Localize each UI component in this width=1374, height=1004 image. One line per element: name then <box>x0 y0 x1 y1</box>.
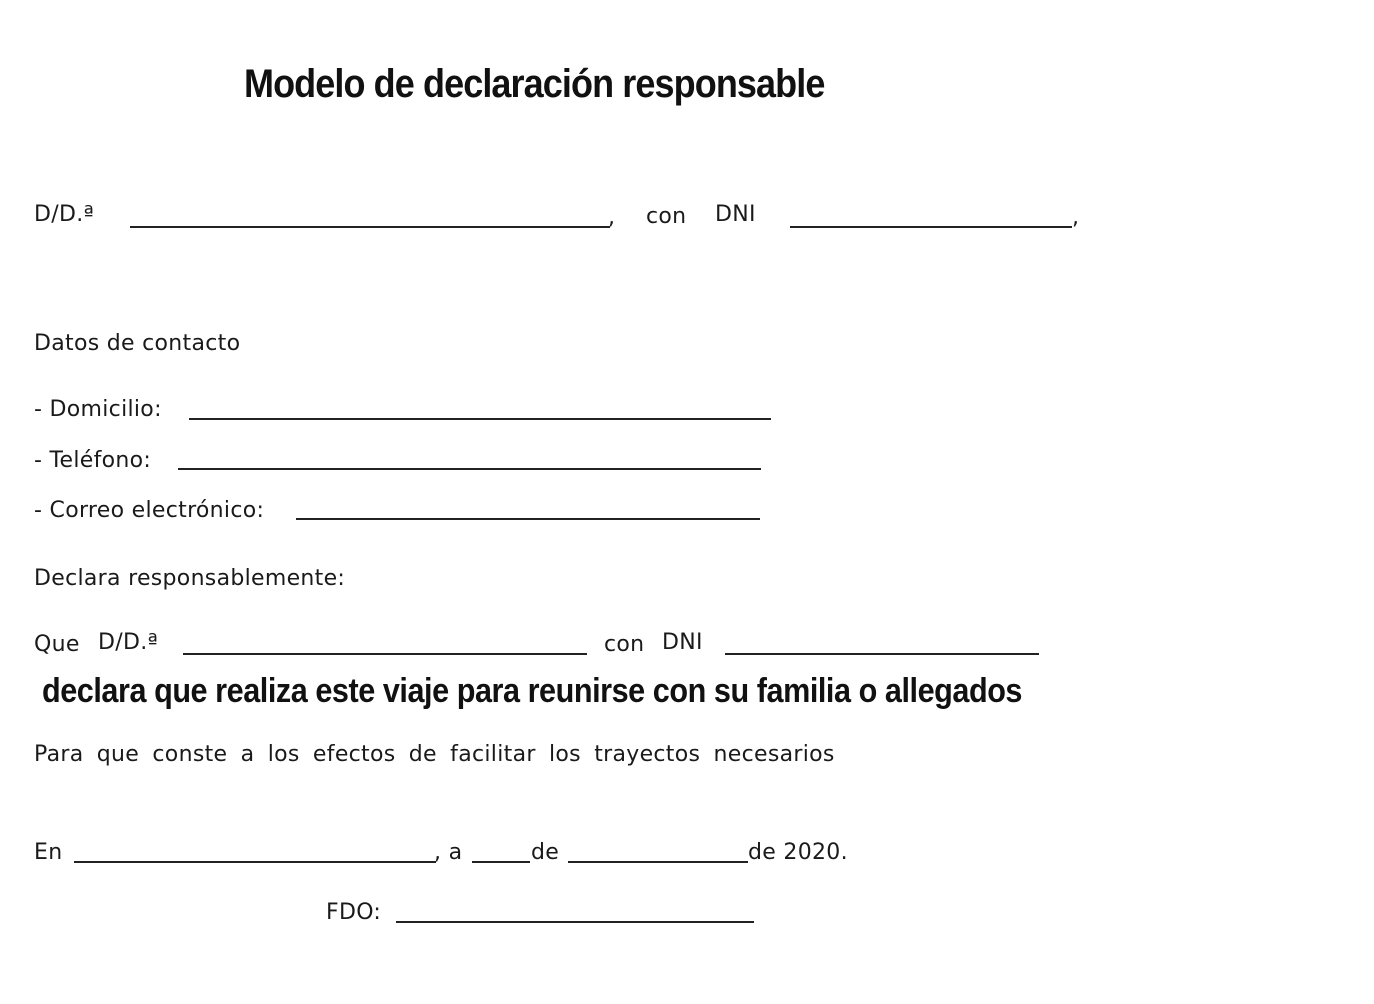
dni-line[interactable] <box>790 226 1072 228</box>
telefono-line[interactable] <box>178 468 761 470</box>
dni-label: DNI <box>662 630 703 655</box>
en-label: En <box>34 840 63 865</box>
comma: , <box>608 205 616 230</box>
year-label: de 2020. <box>748 840 848 865</box>
name-line[interactable] <box>183 653 587 655</box>
telefono-label: - Teléfono: <box>34 448 152 473</box>
domicilio-label: - Domicilio: <box>34 397 162 422</box>
purpose-text: Para que conste a los efectos de facilitar los trayectos necesarios <box>34 742 835 767</box>
a-label: , a <box>434 840 463 865</box>
que-label: Que <box>34 632 80 657</box>
statement: declara que realiza este viaje para reunirse con su familia o allegados <box>42 672 1023 710</box>
contact-heading: Datos de contacto <box>34 331 241 356</box>
domicilio-line[interactable] <box>189 418 771 420</box>
name-label: D/D.ª <box>98 630 159 655</box>
dni-label: DNI <box>715 202 756 227</box>
declara-heading: Declara responsablemente: <box>34 566 346 591</box>
name-label: D/D.ª <box>34 202 95 227</box>
page-title: Modelo de declaración responsable <box>244 62 825 106</box>
month-line[interactable] <box>568 861 748 863</box>
signature-label: FDO: <box>326 900 382 925</box>
de-label: de <box>531 840 560 865</box>
comma: , <box>1072 205 1080 230</box>
place-line[interactable] <box>74 861 436 863</box>
day-line[interactable] <box>472 861 530 863</box>
correo-line[interactable] <box>296 518 760 520</box>
correo-label: - Correo electrónico: <box>34 498 265 523</box>
con-label: con <box>604 632 645 657</box>
signature-line[interactable] <box>396 921 754 923</box>
name-line[interactable] <box>130 226 610 228</box>
con-label: con <box>646 204 687 229</box>
dni-line[interactable] <box>725 653 1039 655</box>
